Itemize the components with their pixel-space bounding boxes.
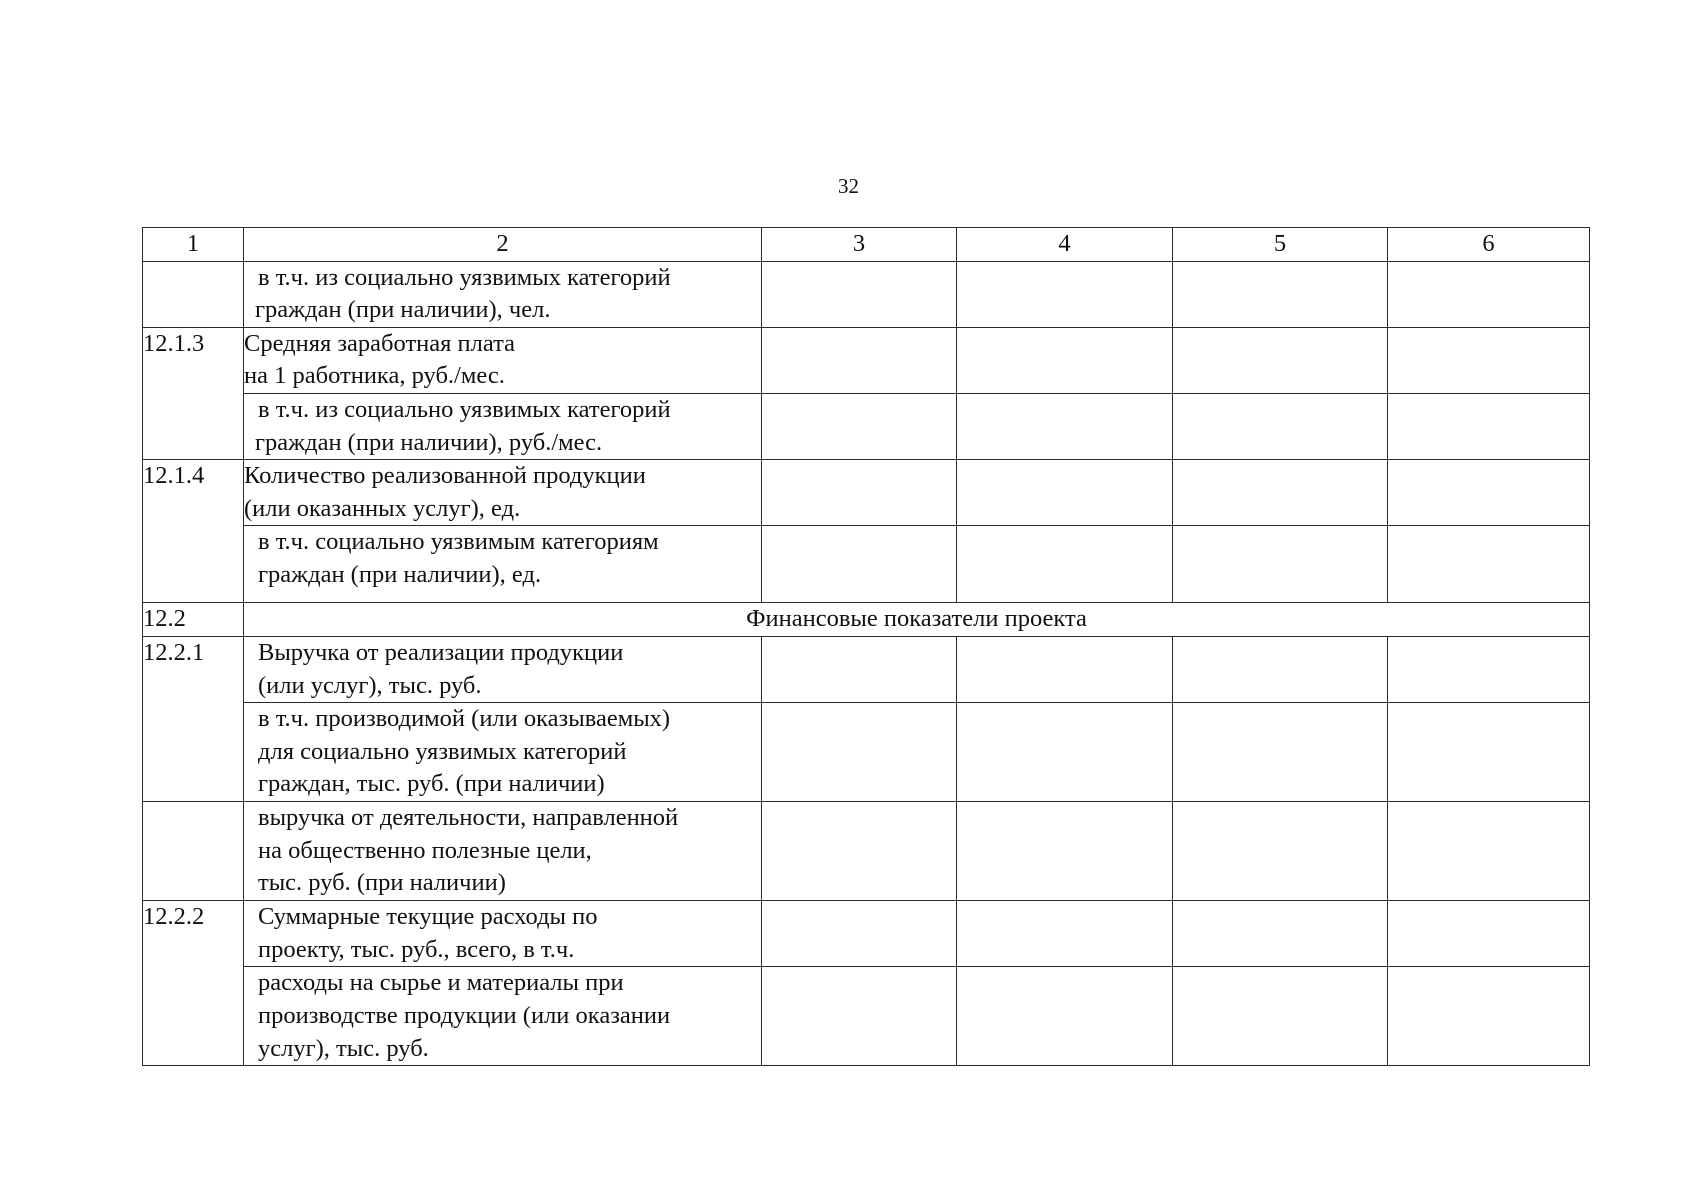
table-row: [143, 327, 1590, 393]
value-cell: [1173, 901, 1388, 967]
value-cell: [1173, 393, 1388, 459]
row-description-cell: [244, 327, 762, 393]
description-line: в т.ч. из социально уязвимых категорий: [258, 263, 671, 291]
section-row: [143, 603, 1590, 637]
column-header: 4: [957, 228, 1173, 262]
description-line: производстве продукции (или оказании: [258, 1001, 671, 1029]
value-cell: [957, 802, 1173, 901]
row-description-cell: [244, 703, 762, 802]
value-cell: [1173, 636, 1388, 702]
value-cell: [957, 636, 1173, 702]
value-cell: [957, 327, 1173, 393]
description-line: (или оказанных услуг), ед.: [244, 494, 521, 522]
description-line: расходы на сырье и материалы при: [258, 969, 624, 997]
value-cell: [1173, 703, 1388, 802]
value-cell: [762, 802, 957, 901]
description-line: на общественно полезные цели,: [258, 836, 592, 864]
table-row: [143, 636, 1590, 702]
column-header: 5: [1173, 228, 1388, 262]
value-cell: [762, 460, 957, 526]
column-header: 3: [762, 228, 957, 262]
table-row: [143, 703, 1590, 802]
row-description-cell: [244, 802, 762, 901]
description-line: тыс. руб. (при наличии): [258, 869, 506, 897]
description-line: в т.ч. социально уязвимым категориям: [258, 528, 659, 556]
description-line: (или услуг), тыс. руб.: [258, 671, 482, 699]
value-cell: [762, 901, 957, 967]
value-cell: [1388, 802, 1590, 901]
row-number-cell: 12.2.2: [143, 901, 244, 1066]
table-row: [143, 526, 1590, 603]
value-cell: [762, 967, 957, 1066]
row-description-cell: [244, 967, 762, 1066]
row-number-cell: 12.1.3: [143, 327, 244, 459]
table-row: [143, 967, 1590, 1066]
value-cell: [957, 967, 1173, 1066]
value-cell: [762, 703, 957, 802]
value-cell: [1388, 327, 1590, 393]
value-cell: [957, 460, 1173, 526]
value-cell: [762, 526, 957, 603]
indicators-table: [142, 227, 1590, 1066]
description-line: граждан (при наличии), чел.: [255, 296, 551, 324]
value-cell: [1173, 967, 1388, 1066]
value-cell: [1173, 261, 1388, 327]
description-line: граждан (при наличии), руб./мес.: [255, 428, 603, 456]
value-cell: [1173, 327, 1388, 393]
column-header: 1: [143, 228, 244, 262]
value-cell: [762, 636, 957, 702]
value-cell: [1173, 526, 1388, 603]
description-line: граждан, тыс. руб. (при наличии): [258, 770, 605, 798]
row-number-cell: 12.2: [143, 603, 244, 637]
table-row: [143, 802, 1590, 901]
value-cell: [1388, 636, 1590, 702]
column-header: 2: [244, 228, 762, 262]
row-number-cell: 12.2.1: [143, 636, 244, 801]
row-description-cell: [244, 261, 762, 327]
value-cell: [762, 393, 957, 459]
row-description-cell: [244, 636, 762, 702]
table-header-row: [143, 228, 1590, 262]
row-number-cell: [143, 802, 244, 901]
value-cell: [1173, 802, 1388, 901]
value-cell: [957, 703, 1173, 802]
description-line: выручка от деятельности, направленной: [258, 804, 679, 832]
row-description-cell: [244, 393, 762, 459]
table-row: [143, 460, 1590, 526]
value-cell: [957, 393, 1173, 459]
description-line: Средняя заработная плата: [244, 329, 515, 357]
row-description-cell: [244, 460, 762, 526]
value-cell: [1388, 703, 1590, 802]
description-line: в т.ч. производимой (или оказываемых): [258, 705, 671, 733]
description-line: в т.ч. из социально уязвимых категорий: [258, 395, 671, 423]
table-row: [143, 393, 1590, 459]
value-cell: [762, 327, 957, 393]
value-cell: [1388, 526, 1590, 603]
row-description-cell: [244, 526, 762, 603]
table-row: [143, 901, 1590, 967]
description-line: граждан (при наличии), ед.: [258, 560, 542, 588]
description-line: услуг), тыс. руб.: [258, 1034, 429, 1062]
value-cell: [957, 901, 1173, 967]
value-cell: [1173, 460, 1388, 526]
row-number-cell: 12.1.4: [143, 460, 244, 603]
description-line: Выручка от реализации продукции: [258, 638, 624, 666]
description-line: Количество реализованной продукции: [244, 462, 646, 490]
row-description-cell: [244, 901, 762, 967]
value-cell: [1388, 261, 1590, 327]
value-cell: [1388, 393, 1590, 459]
description-line: проекту, тыс. руб., всего, в т.ч.: [258, 935, 575, 963]
row-number-cell: [143, 261, 244, 327]
description-line: для социально уязвимых категорий: [258, 737, 627, 765]
column-header: 6: [1388, 228, 1590, 262]
value-cell: [957, 526, 1173, 603]
table-row: [143, 261, 1590, 327]
description-line: на 1 работника, руб./мес.: [244, 362, 505, 390]
description-line: Суммарные текущие расходы по: [258, 903, 598, 931]
value-cell: [1388, 460, 1590, 526]
value-cell: [957, 261, 1173, 327]
value-cell: [1388, 901, 1590, 967]
value-cell: [762, 261, 957, 327]
page-number: 32: [838, 174, 859, 198]
section-title: Финансовые показатели проекта: [244, 603, 1590, 637]
value-cell: [1388, 967, 1590, 1066]
